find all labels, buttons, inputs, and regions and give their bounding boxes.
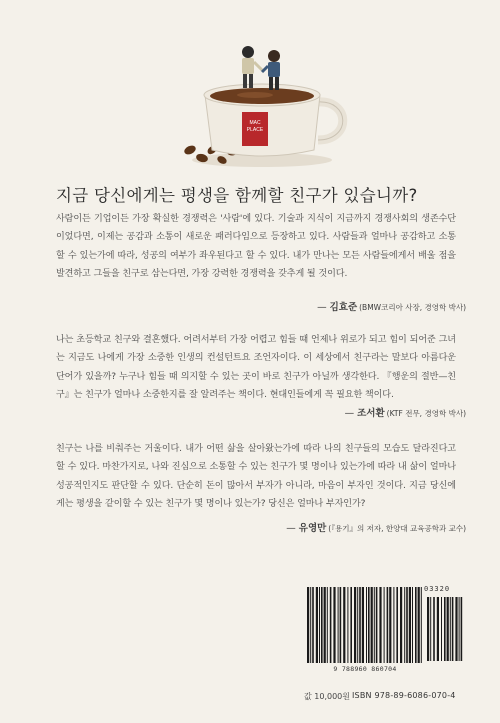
barcode-bar	[368, 587, 370, 663]
barcode-bar	[362, 587, 364, 663]
barcode-bar	[455, 597, 457, 661]
endorser-3-name: 유영만	[298, 523, 327, 534]
headline: 지금 당신에게는 평생을 함께할 친구가 있습니까?	[56, 186, 418, 205]
barcode-bar	[354, 587, 356, 663]
friend-figure-left-icon	[242, 46, 262, 88]
barcode-bar	[359, 587, 361, 663]
price-label: 값 10,000원	[304, 692, 350, 701]
endorsement-1-signature: — 김효준 (BMW코리아 사장, 경영학 박사)	[317, 302, 466, 313]
barcode-bar	[316, 587, 318, 663]
barcode-bar	[350, 587, 352, 663]
mug-handle	[318, 102, 343, 140]
barcode-bar	[347, 587, 348, 663]
barcode-bar	[452, 597, 454, 661]
barcode-bar	[406, 587, 408, 663]
barcode-bar	[433, 597, 435, 661]
barcode-bar	[366, 587, 367, 663]
barcode-bar	[312, 587, 314, 663]
barcode-bar	[437, 597, 439, 661]
barcode-bar	[371, 587, 373, 663]
barcode-bar	[459, 597, 460, 661]
barcode-bar	[357, 587, 358, 663]
barcode-bar	[430, 597, 431, 661]
barcode-bar	[447, 597, 449, 661]
barcode	[306, 585, 466, 685]
barcode-bar	[421, 587, 422, 663]
barcode-bar	[444, 597, 446, 661]
barcode-bar	[412, 587, 413, 663]
barcode-bar	[327, 587, 328, 663]
endorsement-1-text: 사람이든 기업이든 가장 확실한 경쟁력은 '사람'에 있다. 기술과 지식이 지금까지 경쟁사회의 생존수단이었다면, 이제는 공감과 소통이 새로운 패러다임으로 등장하고 있다. 사람들과 얼마나 공감하고 소통할 수 있는가에 따라, 성공의 여부가 좌우된다고 할 수 있다. 내가 만나는 모든 사람들에게서 배울 점을 발견하고 그들을 친구로 삼는다면, 가장 강력한 경쟁력을 갖추게 될 것이다.	[56, 214, 456, 279]
barcode-bar	[450, 597, 451, 661]
barcode-bar	[404, 587, 405, 663]
barcode-bar	[324, 587, 326, 663]
svg-text:PLACE: PLACE	[246, 127, 264, 133]
isbn-label: ISBN 978-89-6086-070-4	[352, 691, 456, 700]
barcode-bar	[330, 587, 332, 663]
barcode-bar	[376, 587, 378, 663]
barcode-bar	[374, 587, 375, 663]
barcode-bar	[307, 587, 309, 663]
barcode-bar	[415, 587, 417, 663]
svg-text:MAC: MAC	[249, 120, 261, 126]
endorser-1-name: 김효준	[329, 302, 358, 313]
endorsement-3-signature: — 유영만 (『용기』의 저자, 한양대 교육공학과 교수)	[286, 523, 466, 534]
endorser-2-name: 조서환	[357, 408, 385, 419]
barcode-bar	[393, 587, 394, 663]
ean-barcode-bars	[306, 587, 424, 667]
barcode-bar	[310, 587, 311, 663]
barcode-bar	[321, 587, 323, 663]
barcode-bar	[389, 587, 391, 663]
endorser-1-role: (BMW코리아 사장, 경영학 박사)	[359, 303, 466, 312]
barcode-bar	[400, 587, 402, 663]
barcode-bar	[387, 587, 389, 663]
barcode-bar	[343, 587, 345, 663]
barcode-bar	[409, 587, 411, 663]
coffee-mug-illustration	[0, 0, 500, 175]
barcode-bar	[461, 597, 463, 661]
barcode-bar	[418, 587, 420, 663]
barcode-bar	[338, 587, 339, 663]
addon-barcode-bars	[426, 597, 466, 667]
endorsement-2-signature: — 조서환 (KTF 전무, 경영학 박사)	[344, 408, 466, 419]
barcode-bar	[333, 587, 335, 663]
barcode-bar	[441, 597, 442, 661]
barcode-bar	[384, 587, 385, 663]
barcode-bar	[379, 587, 381, 663]
endorser-2-role: (KTF 전무, 경영학 박사)	[386, 409, 466, 418]
barcode-bar	[319, 587, 320, 663]
endorsement-2-text: 나는 초등학교 친구와 결혼했다. 어려서부터 가장 어렵고 힘들 때 언제나 위로가 되고 힘이 되어준 그녀는 지금도 나에게 가장 소중한 인생의 컨설턴트요 조언자이다. 이 세상에서 친구라는 말보다 아름다운 단어가 있을까? 누구나 힘들 때 의지할 수 있는 곳이 바로 친구가 아닐까 생각한다. 『행운의 절반—친구』는 친구가 얼마나 소중한지를 잘 알려주는 책이다. 현대인들에게 꼭 필요한 책이다.	[56, 335, 456, 400]
barcode-bar	[396, 587, 398, 663]
barcode-bar	[340, 587, 342, 663]
addon-digits: 03320	[424, 585, 451, 593]
barcode-bar	[427, 597, 429, 661]
endorsement-3-text: 친구는 나를 비춰주는 거울이다. 내가 어떤 삶을 살아왔는가에 따라 나의 친구들의 모습도 달라진다고 할 수 있다. 마찬가지로, 나와 진심으로 소통할 수 있는 친구가 몇 명이나 있는가에 따라 내 삶이 얼마나 성공적인지도 판단할 수 있다. 단순히 돈이 많아서 부자가 아니라, 마음이 부자인 것이다. 지금 당신에게는 평생을 같이할 수 있는 친구가 몇 명이나 있는가? 당신은 얼마나 부자인가?	[56, 444, 456, 509]
ean-digits: 9 788960 860704	[333, 665, 397, 673]
endorser-3-role: (『용기』의 저자, 한양대 교육공학과 교수)	[328, 524, 466, 533]
